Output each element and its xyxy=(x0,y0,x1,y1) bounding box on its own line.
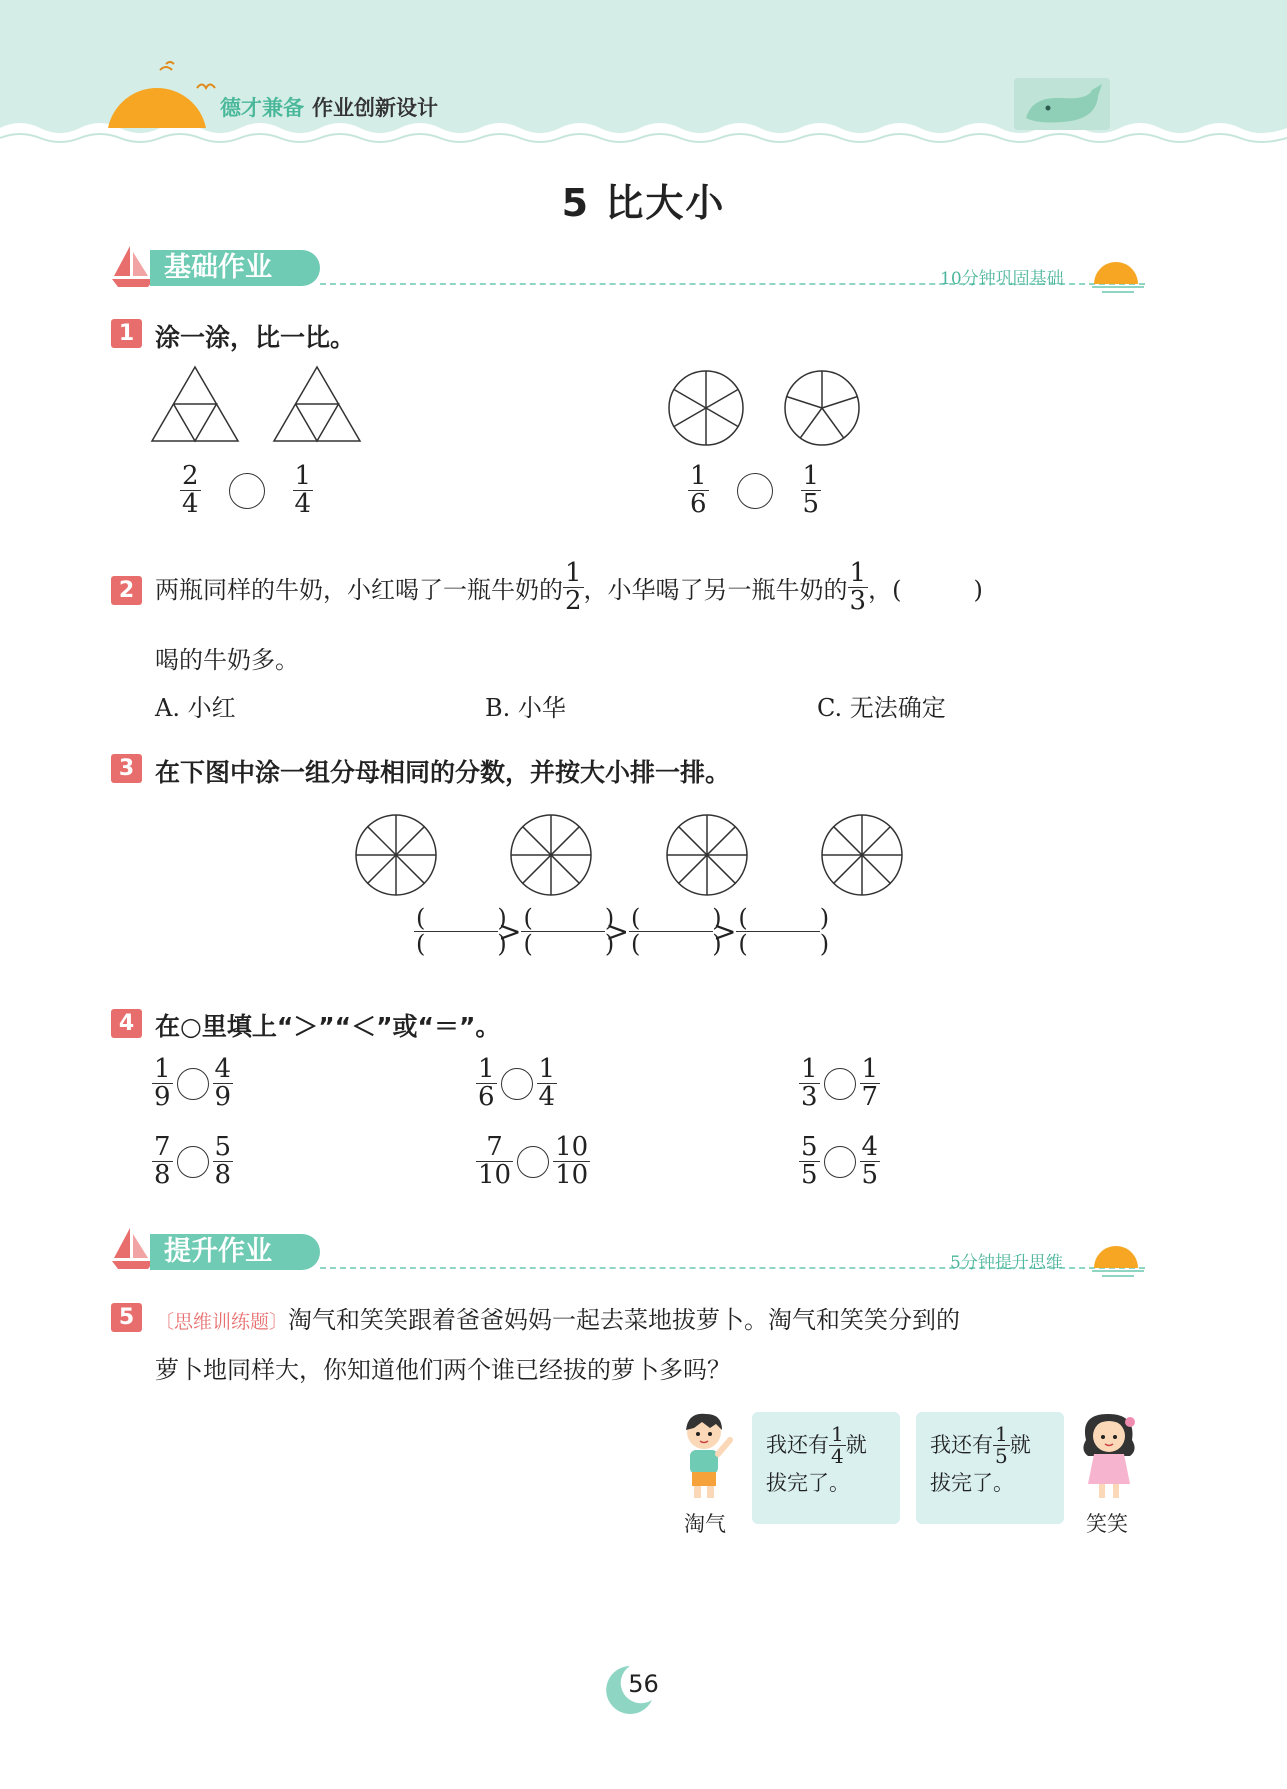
brand-name: 作业创新设计 xyxy=(312,96,438,120)
fraction: $\frac{1}{4}$ xyxy=(294,461,312,520)
question-3-text: 在下图中涂一组分母相同的分数，并按大小排一排。 xyxy=(155,758,731,787)
question-1-text: 涂一涂，比一比。 xyxy=(155,323,356,352)
section-hint-basic: 10分钟巩固基础 xyxy=(940,269,1064,289)
circle-eight-parts[interactable] xyxy=(509,813,593,897)
compare-circle[interactable] xyxy=(177,1146,209,1178)
question-number: 2 xyxy=(111,576,142,605)
option-c[interactable]: C. 无法确定 xyxy=(817,694,946,722)
compare-item: $\frac{1}{6}$ $\frac{1}{4}$ xyxy=(478,1054,556,1113)
speech-bubble-girl: 我还有 $\frac{1}{5}$ 就 拔完了。 xyxy=(916,1412,1064,1524)
compare-item: $\frac{7}{10}$ $\frac{10}{10}$ xyxy=(478,1132,589,1191)
girl-name: 笑笑 xyxy=(1086,1512,1128,1536)
circle-six-parts xyxy=(666,368,746,448)
compare-circle[interactable] xyxy=(824,1146,856,1178)
sun-icon xyxy=(100,60,210,130)
compare-pair xyxy=(688,463,821,519)
brand-title xyxy=(220,92,438,122)
compare-circle[interactable] xyxy=(824,1068,856,1100)
boy-character-icon xyxy=(676,1410,736,1502)
brand-accent: 德才兼备 xyxy=(220,96,304,120)
ordering-row: $\frac{( )}{( )}$ > $\frac{( )}{( )}$ > $\frac{( )}{( )}$ > $\frac{( )}{( )}$ xyxy=(416,904,830,959)
question-number: 5 xyxy=(111,1303,142,1332)
section-banner-advanced: 提升作业 xyxy=(150,1234,320,1270)
question-number: 1 xyxy=(111,319,142,348)
section-hint-advanced: 5分钟提升思维 xyxy=(950,1253,1063,1273)
circle-eight-parts[interactable] xyxy=(354,813,438,897)
circle-eight-parts[interactable] xyxy=(820,813,904,897)
fraction: $\frac{1}{5}$ xyxy=(802,461,820,520)
compare-item: $\frac{5}{5}$ $\frac{4}{5}$ xyxy=(801,1132,879,1191)
blank-fraction[interactable]: $\frac{( )}{( )}$ xyxy=(416,904,507,959)
fraction: $\frac{2}{4}$ xyxy=(182,461,199,520)
question-5-line2: 萝卜地同样大，你知道他们两个谁已经拔的萝卜多吗？ xyxy=(155,1356,731,1384)
circle-five-parts xyxy=(782,368,862,448)
page-title: 5 比大小 xyxy=(561,181,726,225)
triangle-figure xyxy=(150,365,240,445)
sunset-icon xyxy=(1088,1238,1148,1278)
compare-item: $\frac{7}{8}$ $\frac{5}{8}$ xyxy=(154,1132,232,1191)
question-tag: 〔思维训练题〕 xyxy=(155,1311,289,1333)
blank-fraction[interactable]: $\frac{( )}{( )}$ xyxy=(523,904,615,959)
bird-icon xyxy=(196,80,216,94)
compare-circle[interactable] xyxy=(501,1068,533,1100)
whale-icon xyxy=(1012,74,1112,134)
question-2-text: 两瓶同样的牛奶，小红喝了一瓶牛奶的 $\frac{1}{2}$ ，小华喝了另一瓶牛奶的 $\frac{1}{3}$ ，( ) xyxy=(155,558,983,617)
triangle-figure xyxy=(272,365,362,445)
fraction: $\frac{1}{3}$ xyxy=(849,558,867,617)
fraction: $\frac{1}{2}$ xyxy=(565,558,582,617)
question-number: 3 xyxy=(111,754,142,783)
section-banner-basic: 基础作业 xyxy=(150,250,320,286)
compare-circle[interactable] xyxy=(517,1146,549,1178)
compare-circle[interactable] xyxy=(177,1068,209,1100)
compare-item: $\frac{1}{3}$ $\frac{1}{7}$ xyxy=(801,1054,879,1113)
question-2-line2: 喝的牛奶多。 xyxy=(155,646,299,674)
speech-bubble-boy: 我还有 $\frac{1}{4}$ 就 拔完了。 xyxy=(752,1412,900,1524)
circle-eight-parts[interactable] xyxy=(665,813,749,897)
fraction: $\frac{1}{6}$ xyxy=(690,461,707,520)
fraction: $\frac{1}{4}$ xyxy=(831,1422,844,1468)
sunset-icon xyxy=(1088,254,1148,294)
compare-circle[interactable] xyxy=(737,473,773,509)
girl-character-icon xyxy=(1074,1410,1144,1502)
compare-pair xyxy=(180,463,313,519)
blank-fraction[interactable]: $\frac{( )}{( )}$ xyxy=(630,904,722,959)
option-b[interactable]: B. 小华 xyxy=(485,694,566,722)
question-5-line1: 〔思维训练题〕淘气和笑笑跟着爸爸妈妈一起去菜地拔萝卜。淘气和笑笑分到的 xyxy=(155,1306,961,1334)
fraction: $\frac{1}{5}$ xyxy=(995,1422,1008,1468)
compare-circle[interactable] xyxy=(229,473,265,509)
page-header xyxy=(0,0,1287,150)
question-4-text: 在○里填上“＞”“＜”或“＝”。 xyxy=(155,1012,501,1041)
option-a[interactable]: A. 小红 xyxy=(155,694,236,722)
boy-name: 淘气 xyxy=(684,1512,726,1536)
compare-item: $\frac{1}{9}$ $\frac{4}{9}$ xyxy=(154,1054,232,1113)
answer-blank[interactable]: ，( ) xyxy=(868,576,983,605)
page-number: 56 xyxy=(628,1670,659,1698)
blank-fraction[interactable]: $\frac{( )}{( )}$ xyxy=(738,904,830,959)
question-number: 4 xyxy=(111,1009,142,1038)
